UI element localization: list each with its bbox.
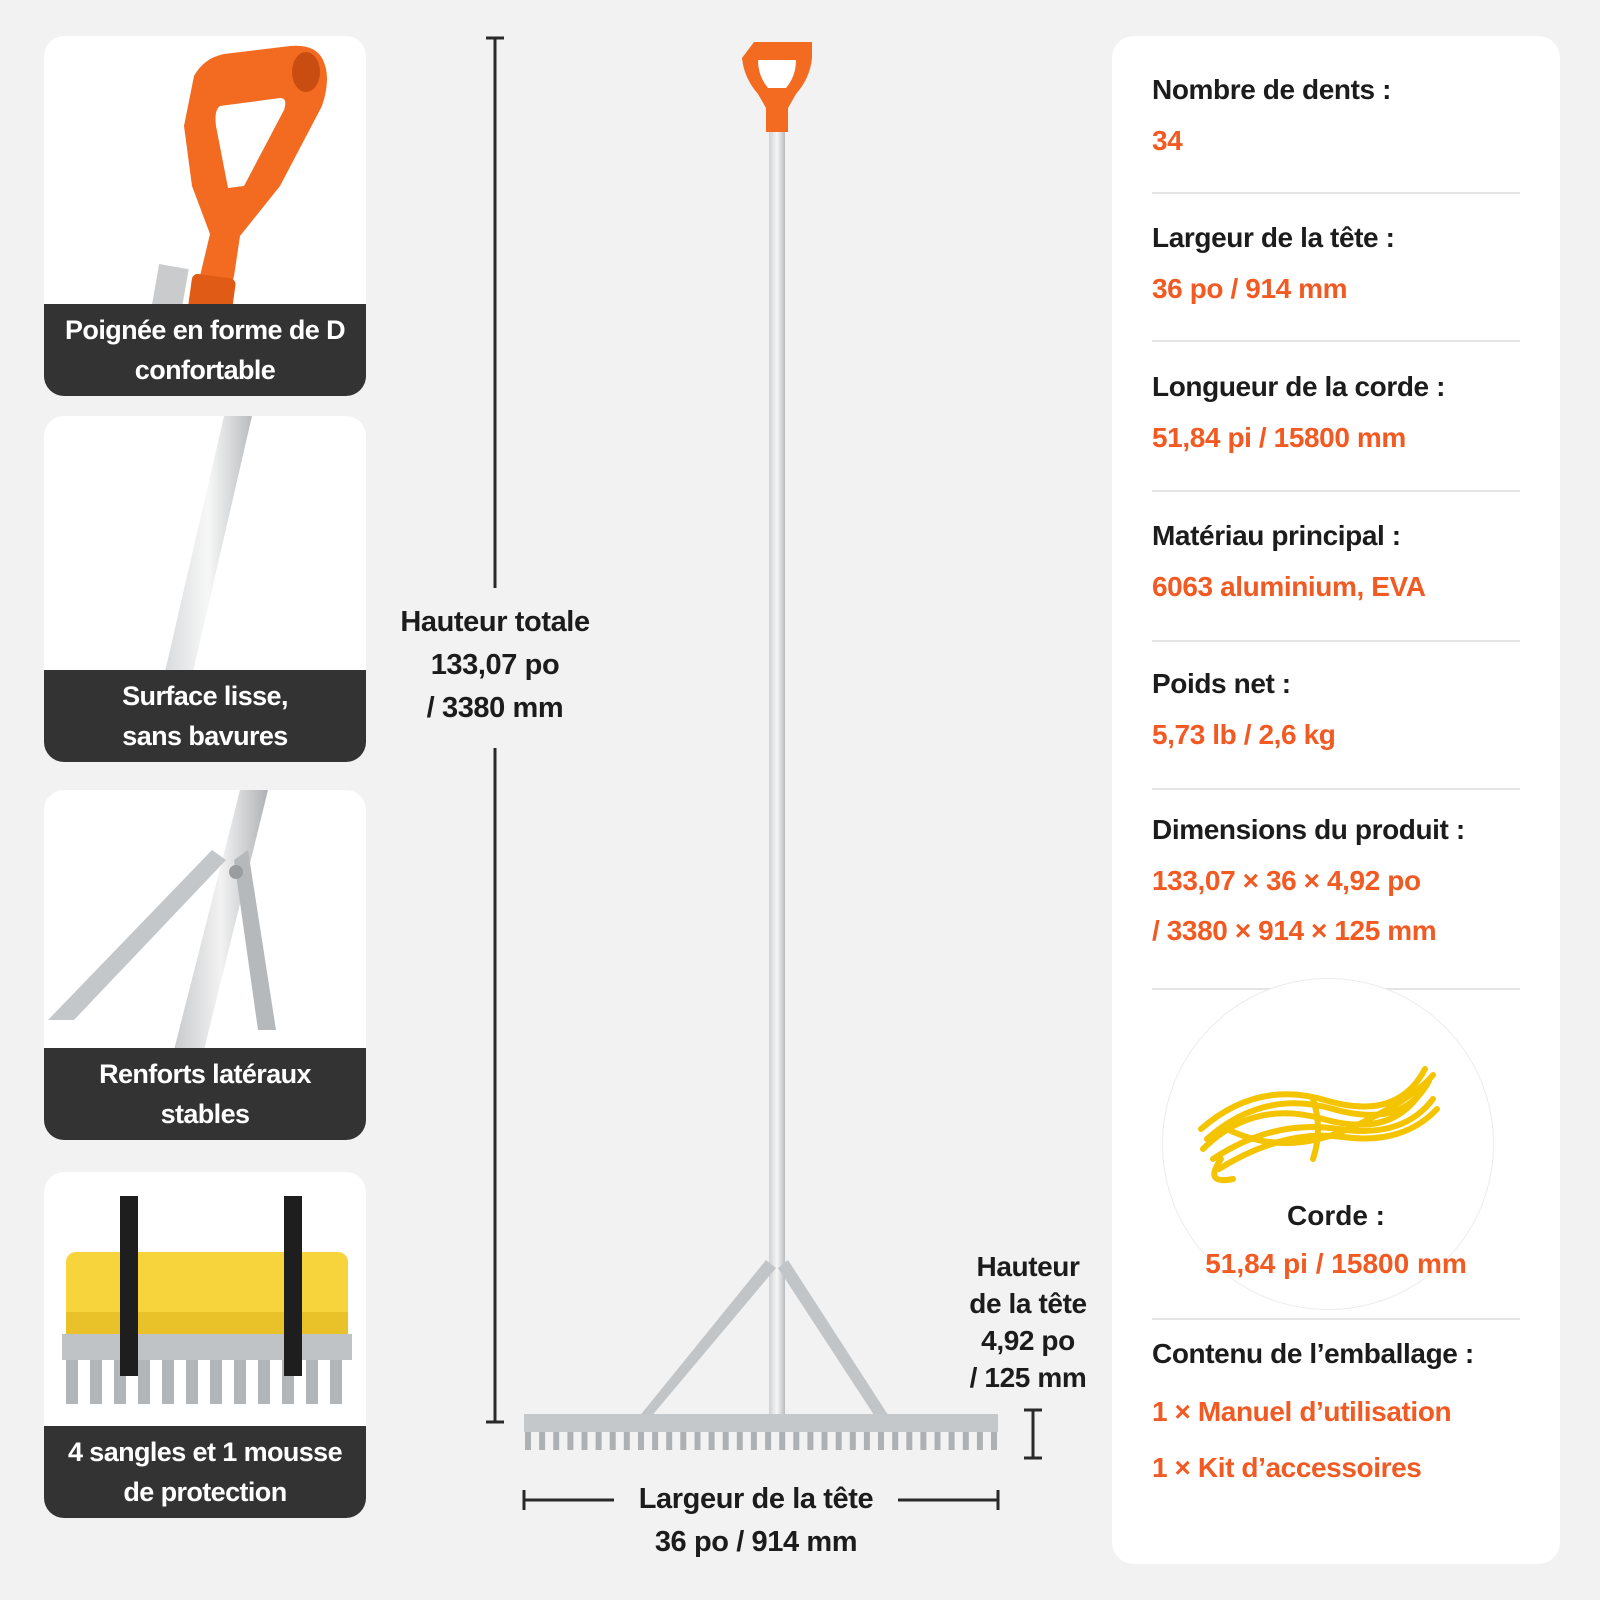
rake-tooth	[906, 1432, 912, 1450]
feature-caption: Renforts latéraux stables	[44, 1048, 366, 1140]
rake-tooth	[920, 1432, 926, 1450]
feature-card-handle	[44, 36, 366, 396]
rake-tooth	[963, 1432, 969, 1450]
rake-tooth	[638, 1432, 644, 1450]
divider	[1152, 340, 1520, 342]
rake-tooth	[624, 1432, 630, 1450]
rake-tooth	[822, 1432, 828, 1450]
rake-tooth	[779, 1432, 785, 1450]
side-brace-icon	[44, 790, 366, 1050]
package-item: 1 × Kit d’accessoires	[1152, 1452, 1422, 1483]
spec-weight: Poids net : 5,73 lb / 2,6 kg	[1152, 668, 1336, 750]
d-handle-icon	[44, 36, 366, 336]
rake-tooth	[737, 1432, 743, 1450]
rake-tooth	[977, 1432, 983, 1450]
total-height-dimension-line	[486, 38, 504, 1422]
package-contents: Contenu de l’emballage : 1 × Manuel d’utilisation 1 × Kit d’accessoires	[1152, 1336, 1520, 1496]
rake-tooth	[935, 1432, 941, 1450]
smooth-pole-icon	[44, 416, 366, 676]
feature-caption: Poignée en forme de D confortable	[44, 304, 366, 396]
head-height-label: Hauteur de la tête 4,92 po / 125 mm	[969, 1251, 1087, 1393]
rake-tooth	[596, 1432, 602, 1450]
spec-teeth: Nombre de dents : 34	[1152, 74, 1392, 156]
rake-tooth	[680, 1432, 686, 1450]
rake-head	[524, 1414, 998, 1432]
spec-head-width: Largeur de la tête : 36 po / 914 mm	[1152, 222, 1395, 304]
rake-tooth	[836, 1432, 842, 1450]
rake-tooth	[991, 1432, 997, 1450]
specs-panel	[1112, 36, 1560, 1564]
divider	[1152, 788, 1520, 790]
package-item: 1 × Manuel d’utilisation	[1152, 1396, 1452, 1427]
rake-tooth	[666, 1432, 672, 1450]
rake-tooth	[525, 1432, 531, 1450]
feature-card-foam	[44, 1172, 366, 1518]
rope-label: Corde :	[1287, 1200, 1385, 1231]
rake-tooth	[652, 1432, 658, 1450]
rake-tooth	[567, 1432, 573, 1450]
rake-tooth	[850, 1432, 856, 1450]
head-height-dimension-line	[1024, 1410, 1042, 1458]
rake-tooth	[751, 1432, 757, 1450]
rake-tooth	[553, 1432, 559, 1450]
rake-tooth	[864, 1432, 870, 1450]
rope-icon	[1163, 1009, 1493, 1209]
feature-card-surface	[44, 416, 366, 762]
rake-handle	[742, 42, 812, 132]
head-width-label: Largeur de la tête 36 po / 914 mm	[638, 1483, 874, 1558]
rake-tooth	[695, 1432, 701, 1450]
rake-tooth	[709, 1432, 715, 1450]
rake-tooth	[793, 1432, 799, 1450]
rake-tooth	[610, 1432, 616, 1450]
foam-strap-icon	[44, 1172, 366, 1432]
rake-tooth	[878, 1432, 884, 1450]
rake-tooth	[723, 1432, 729, 1450]
feature-card-brace	[44, 790, 366, 1140]
spec-rope-length: Longueur de la corde : 51,84 pi / 15800 mm	[1152, 371, 1446, 453]
spec-material: Matériau principal : 6063 aluminium, EVA	[1152, 520, 1426, 602]
rake-tooth	[539, 1432, 545, 1450]
divider	[1152, 192, 1520, 194]
rake-tooth	[892, 1432, 898, 1450]
divider	[1152, 490, 1520, 492]
rake-tooth	[582, 1432, 588, 1450]
total-height-label: Hauteur totale 133,07 po / 3380 mm	[400, 606, 590, 724]
divider	[1152, 1318, 1520, 1320]
spec-dimensions: Dimensions du produit : 133,07 × 36 × 4,92 po / 3380 × 914 × 125 mm	[1152, 814, 1465, 946]
rake-pole	[769, 130, 785, 1430]
rake-tooth	[949, 1432, 955, 1450]
feature-caption: Surface lisse, sans bavures	[44, 670, 366, 762]
divider	[1152, 640, 1520, 642]
rake-tooth	[807, 1432, 813, 1450]
rake-tooth	[765, 1432, 771, 1450]
rope-value: 51,84 pi / 15800 mm	[1205, 1248, 1467, 1279]
feature-caption: 4 sangles et 1 mousse de protection	[44, 1426, 366, 1518]
